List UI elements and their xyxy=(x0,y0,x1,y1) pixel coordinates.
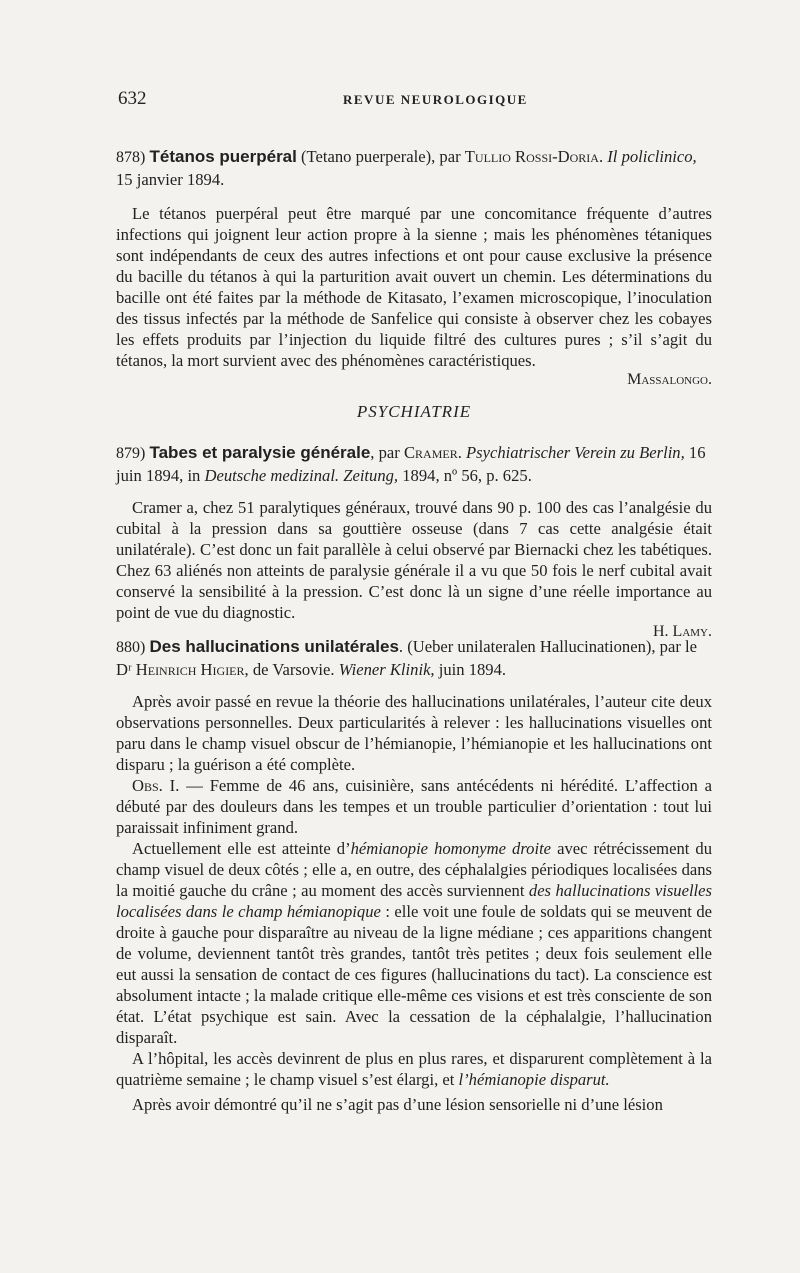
article-meta: (Tetano puerperale), par xyxy=(301,147,461,166)
article-879-heading xyxy=(116,442,712,487)
article-date: juin 1894. xyxy=(438,660,507,679)
article-number: 879) xyxy=(116,445,146,462)
article-paragraph-1: Après avoir passé en revue la théorie des hallucinations unilatérales, l’auteur cite deux observations personnelles. Deux particularités à relever : les hallucinations visuelles ont paru dans le champ visuel obscur de l’hémianopie, l’hémianopie et les hallucinations ont disparu ; la guérison a été complète. xyxy=(116,692,712,774)
article-meta: . (Ueber unilateralen Hallucinationen), par le Dʳ xyxy=(116,637,697,679)
article-journal: Psychiatrischer Verein zu Berlin, xyxy=(466,443,685,462)
article-author: Heinrich Higier, xyxy=(135,660,249,679)
article-title: Tétanos puerpéral xyxy=(149,147,297,166)
article-number: 878) xyxy=(116,149,146,166)
page-header xyxy=(118,88,718,116)
text-run: Actuellement elle est atteinte d’ xyxy=(132,839,351,858)
article-880-heading xyxy=(116,636,712,681)
text-run-italic: l’hémianopie disparut. xyxy=(458,1070,610,1089)
text-run: avec rétrécissement du champ visuel de deux côtés ; elle a, en outre, des céphalalgies périodiques localisées dans la moitié gauche du crâne ; au moment des accès surviennent xyxy=(116,839,712,900)
article-878-heading xyxy=(116,146,712,191)
text-run-italic: hémianopie homonyme droite xyxy=(350,839,552,858)
article-body: Cramer a, chez 51 paralytiques généraux, trouvé dans 90 p. 100 des cas l’analgésie du cubital à la pression dans sa gouttière osseuse (dans 7 cas cette analgésie était unilatérale). C’est donc un fait parallèle à celui observé par Biernacki chez les tabétiques. Chez 63 aliénés non atteints de paralysie générale il a vu que 50 fois le nerf cubital avait conservé la sensibilité à la pression. C’est donc là un signe d’une réelle importance au point de vue du diagnostic. xyxy=(116,498,712,622)
observation-text: — Femme de 46 ans, cuisinière, sans antécédents ni hérédité. L’affection a débuté par des douleurs dans les tempes et un trouble particulier d’orientation : tout lui paraissait infiniment grand. xyxy=(116,776,712,837)
article-date: 15 janvier 1894. xyxy=(116,170,225,189)
article-878 xyxy=(116,146,712,389)
article-879 xyxy=(116,442,712,641)
text-run-italic: des hallucinations visuelles localisées dans le champ hémianopique xyxy=(116,881,712,921)
page-number: 632 xyxy=(118,88,147,109)
article-meta: , par xyxy=(370,443,400,462)
section-title: PSYCHIATRIE xyxy=(356,402,472,421)
article-meta-2: de Varsovie. xyxy=(252,660,335,679)
article-paragraph-2 xyxy=(116,775,712,838)
article-paragraph-5: Après avoir démontré qu’il ne s’agit pas d’une lésion sensorielle ni d’une lésion xyxy=(132,1095,663,1114)
article-number: 880) xyxy=(116,639,146,656)
running-title: REVUE NEUROLOGIQUE xyxy=(343,92,528,107)
article-body: Le tétanos puerpéral peut être marqué par une concomitance fréquente d’autres infections qui joignent leur action propre à la sienne ; mais les phénomènes tétaniques sont indépendants de ceux des autres infections et ont pour cause exclusive la présence du bacille du tétanos à qui la parturition avait ouvert un chemin. Les déterminations du bacille ont été faites par la méthode de Kitasato, l’examen microscopique, l’inoculation des tissus infectés par la méthode de Sanfelice qui consiste à observer chez les cobayes les effets produits par l’injection du liquide filtré des cultures pures ; s’il s’agit du tétanos, la mort survient avec des phénomènes caractéristiques. xyxy=(116,204,712,370)
article-paragraph-4 xyxy=(116,1048,712,1090)
article-title: Tabes et paralysie générale xyxy=(149,443,371,462)
article-title: Des hallucinations unilatérales xyxy=(149,637,399,656)
text-run: : elle voit une foule de soldats qui se meuvent de droite à gauche pour disparaître au niveau de la ligne médiane ; ces apparitions changent de volume, deviennent tantôt très grandes, tantôt très petites ; deux fois seulement elle eut aussi la sensation de contact de ces figures (hallucinations du tact). La conscience est absolument intacte ; la malade critique elle-même ces visions et est très consciente de son état. L’état psychique est sain. Avec la cessation de la céphalalgie, l’hallucination disparaît. xyxy=(116,902,712,1047)
text-run: A l’hôpital, les accès devinrent de plus en plus rares, et disparurent complètement à la quatrième semaine ; le champ visuel s’est élargi, et xyxy=(116,1049,712,1089)
article-signature: Massalongo. xyxy=(627,371,712,388)
article-date: 16 juin 1894, in xyxy=(116,443,706,485)
article-signature: H. Lamy. xyxy=(653,623,712,640)
article-journal-2: Deutsche medizinal. Zeitung, xyxy=(204,466,399,485)
article-author: Cramer. xyxy=(403,443,462,462)
article-reference: 1894, nº 56, p. 625. xyxy=(402,466,532,485)
article-paragraph-3 xyxy=(116,838,712,1048)
observation-label: Obs. I. xyxy=(132,776,180,795)
article-journal: Il policlinico, xyxy=(607,147,697,166)
article-journal: Wiener Klinik, xyxy=(338,660,435,679)
article-author: Tullio Rossi-Doria. xyxy=(464,147,604,166)
article-880 xyxy=(116,636,712,1115)
